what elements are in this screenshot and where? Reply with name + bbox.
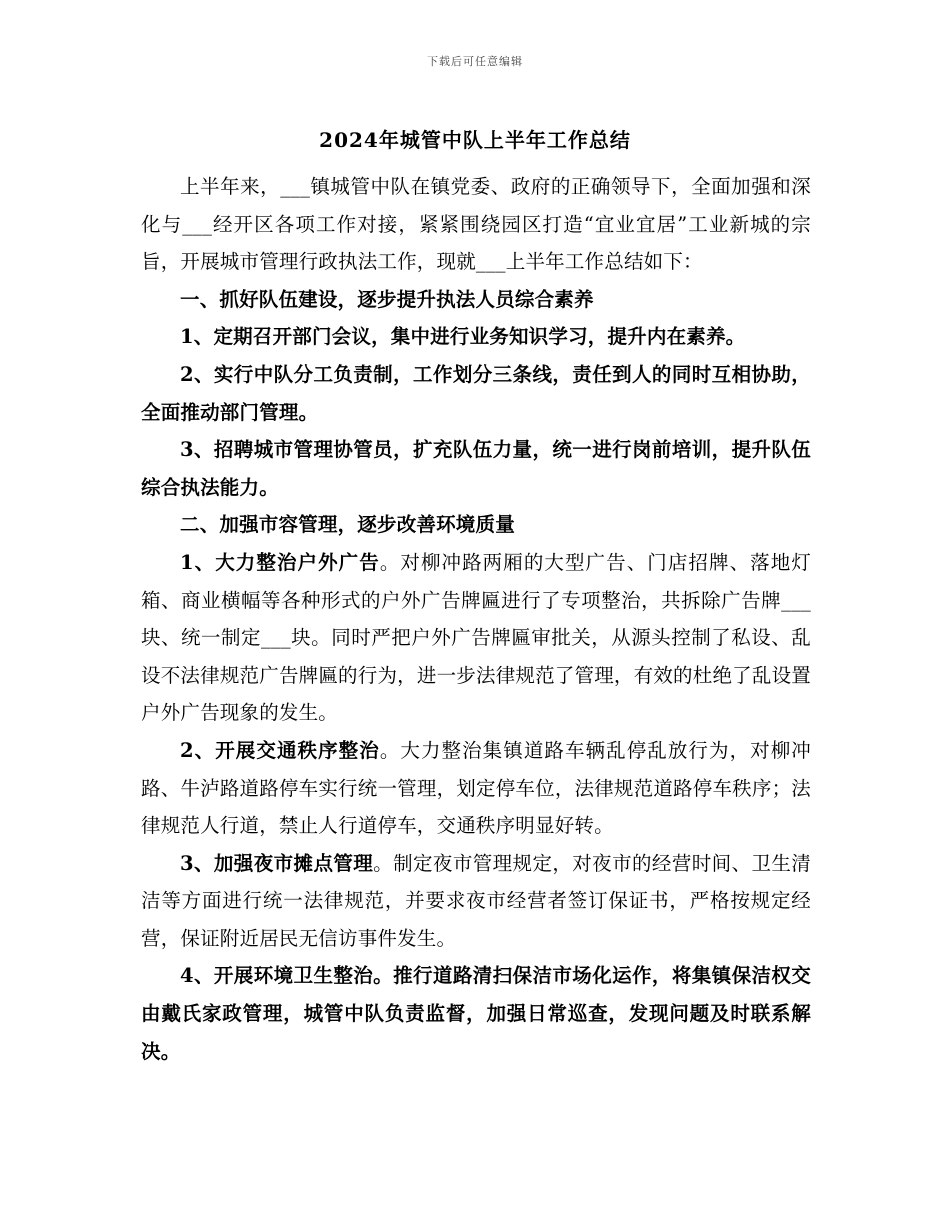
- list-item-2-1-lead: 1、大力整治户外广告: [180, 550, 380, 574]
- list-item-2-3-lead: 3、加强夜市摊点管理: [180, 851, 374, 875]
- header-note: 下载后可任意编辑: [427, 55, 523, 68]
- list-item-2-4: 4、开展环境卫生整治。推行道路清扫保洁市场化运作，将集镇保洁权交由戴氏家政管理，城管中队负责监督，加强日常巡查，发现问题及时联系解决。: [141, 964, 811, 1063]
- list-item-2-2-text: 。大力整治集镇道路车辆乱停乱放行为，对柳冲路、牛泸路道路停车实行统一管理，划定停车位，法律规范道路停车秩序；法律规范人行道，禁止人行道停车，交通秩序明显好转。: [141, 738, 811, 838]
- list-item-1-1: 1、定期召开部门会议，集中进行业务知识学习，提升内在素养。: [180, 325, 746, 349]
- section-heading-2: 二、加强市容管理，逐步改善环境质量: [180, 513, 515, 537]
- list-item-2-1: [141, 544, 811, 732]
- list-item-2-2-lead: 2、开展交通秩序整治: [180, 738, 380, 762]
- list-item-1-2: 2、实行中队分工负责制，工作划分三条线，责任到人的同时互相协助，全面推动部门管理。: [141, 362, 811, 424]
- list-item-2-3-text: 。制定夜市管理规定，对夜市的经营时间、卫生清洁等方面进行统一法律规范，并要求夜市经营者签订保证书，严格按规定经营，保证附近居民无信访事件发生。: [141, 851, 811, 950]
- list-item-2-1-text: 。对柳冲路两厢的大型广告、门店招牌、落地灯箱、商业横幅等各种形式的户外广告牌匾进行了专项整治，共拆除广告牌___块、统一制定___块。同时严把户外广告牌匾审批关，从源头控制了私设、乱设不法律规范广告牌匾的行为，进一步法律规范了管理，有效的杜绝了乱设置户外广告现象的发生。: [141, 550, 811, 725]
- document-body: [141, 168, 811, 1070]
- section-heading-1: 一、抓好队伍建设，逐步提升执法人员综合素养: [180, 287, 594, 311]
- intro-paragraph: 上半年来，___镇城管中队在镇党委、政府的正确领导下，全面加强和深化与___经开区各项工作对接，紧紧围绕园区打造“宜业宜居”工业新城的宗旨，开展城市管理行政执法工作，现就___上半年工作总结如下：: [141, 175, 811, 274]
- list-item-1-3: 3、招聘城市管理协管员，扩充队伍力量，统一进行岗前培训，提升队伍综合执法能力。: [141, 438, 811, 499]
- list-item-2-2: [141, 732, 811, 845]
- page-title: 2024年城管中队上半年工作总结: [319, 128, 631, 152]
- list-item-2-3: [141, 845, 811, 958]
